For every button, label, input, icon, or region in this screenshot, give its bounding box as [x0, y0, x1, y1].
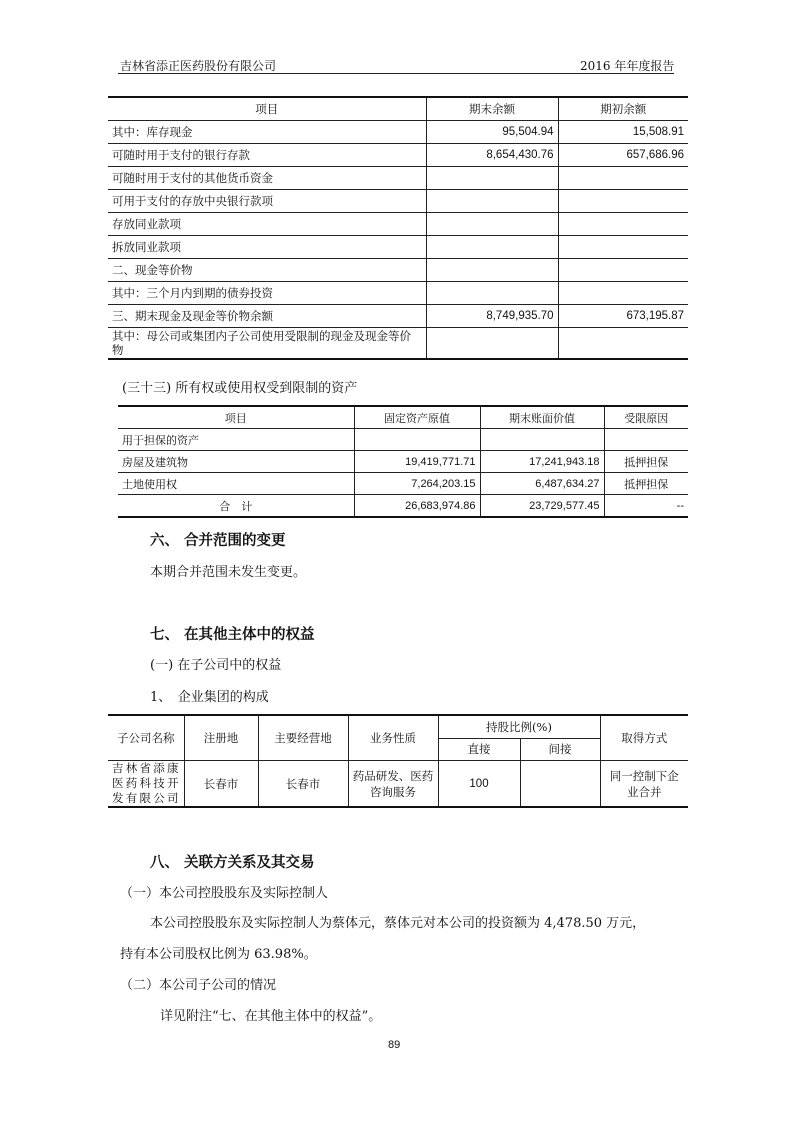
section-7-title: 七、 在其他主体中的权益	[150, 627, 315, 643]
section-8-paragraph: 持有本公司股权比例为 63.98%。	[120, 947, 317, 962]
restricted-assets-table	[118, 405, 688, 518]
original-value: 19,419,771.71	[354, 451, 480, 473]
row-label: 土地使用权	[118, 473, 354, 495]
table-row	[108, 282, 688, 305]
cash-table	[108, 96, 688, 360]
table-row	[108, 144, 688, 167]
column-header: 间接	[520, 738, 600, 761]
opening-balance	[558, 259, 688, 282]
business-nature: 药品研发、医药咨询服务	[348, 761, 438, 808]
row-label: 可随时用于支付的其他货币资金	[108, 167, 426, 190]
table-row	[108, 121, 688, 144]
column-header: 项目	[108, 97, 426, 121]
original-value: 26,683,974.86	[354, 495, 480, 518]
column-header: 期末余额	[426, 97, 558, 121]
closing-balance	[426, 236, 558, 259]
column-header: 直接	[438, 738, 520, 761]
section-7-item-title: 1、 企业集团的构成	[150, 690, 269, 705]
column-header: 业务性质	[348, 715, 438, 761]
table-row	[118, 451, 688, 473]
section-7-subtitle: (一) 在子公司中的权益	[150, 658, 282, 673]
row-label: 可随时用于支付的银行存款	[108, 144, 426, 167]
opening-balance	[558, 167, 688, 190]
column-header: 取得方式	[600, 715, 688, 761]
page-number: 89	[388, 1039, 401, 1051]
restriction-reason	[604, 429, 688, 451]
table-row	[108, 213, 688, 236]
table-row	[108, 190, 688, 213]
row-label: 合 计	[118, 495, 354, 518]
opening-balance: 657,686.96	[558, 144, 688, 167]
original-value: 7,264,203.15	[354, 473, 480, 495]
row-label: 存放同业款项	[108, 213, 426, 236]
header-report: 2016 年年度报告	[580, 59, 675, 73]
opening-balance	[558, 282, 688, 305]
table-row	[108, 761, 688, 808]
opening-balance	[558, 236, 688, 259]
section-8-paragraph: 本公司控股股东及实际控制人为蔡体元，蔡体元对本公司的投资额为 4,478.50 万元，	[150, 916, 646, 931]
closing-balance	[426, 282, 558, 305]
closing-balance: 8,654,430.76	[426, 144, 558, 167]
column-header: 子公司名称	[108, 715, 184, 761]
restriction-reason: 抵押担保	[604, 473, 688, 495]
section-8-subtitle-2: （二）本公司子公司的情况	[120, 978, 277, 993]
row-label: 拆放同业款项	[108, 236, 426, 259]
column-header: 注册地	[184, 715, 258, 761]
section-8-subtitle-1: （一）本公司控股股东及实际控制人	[120, 886, 329, 901]
table-row	[108, 305, 688, 328]
subsidiary-name: 吉林省添康医药科技开发有限公司	[108, 761, 184, 808]
closing-balance	[426, 167, 558, 190]
restriction-reason: --	[604, 495, 688, 518]
book-value: 6,487,634.27	[480, 473, 604, 495]
table-row	[118, 429, 688, 451]
closing-balance	[426, 328, 558, 360]
closing-balance: 8,749,935.70	[426, 305, 558, 328]
table-total-row	[118, 495, 688, 518]
restriction-reason: 抵押担保	[604, 451, 688, 473]
section-6-title: 六、 合并范围的变更	[150, 533, 286, 549]
table-row	[108, 259, 688, 282]
header-company: 吉林省添正医药股份有限公司	[120, 59, 277, 73]
registered-place: 长春市	[184, 761, 258, 808]
table-header-row	[108, 715, 688, 738]
row-label: 其中：三个月内到期的债券投资	[108, 282, 426, 305]
main-place: 长春市	[258, 761, 348, 808]
closing-balance	[426, 190, 558, 213]
column-header: 持股比例(%)	[438, 715, 600, 738]
row-label: 二、现金等价物	[108, 259, 426, 282]
opening-balance: 673,195.87	[558, 305, 688, 328]
table-row	[108, 328, 688, 360]
original-value	[354, 429, 480, 451]
section-8-paragraph: 详见附注“七、在其他主体中的权益”。	[160, 1009, 382, 1024]
row-label: 其中：库存现金	[108, 121, 426, 144]
opening-balance: 15,508.91	[558, 121, 688, 144]
column-header: 主要经营地	[258, 715, 348, 761]
section-8-title: 八、 关联方关系及其交易	[150, 855, 315, 871]
subsidiary-table	[108, 714, 688, 808]
opening-balance	[558, 328, 688, 360]
section-6-text: 本期合并范围未发生变更。	[150, 565, 307, 580]
book-value: 17,241,943.18	[480, 451, 604, 473]
row-label: 用于担保的资产	[118, 429, 354, 451]
column-header: 期末账面价值	[480, 406, 604, 429]
column-header: 受限原因	[604, 406, 688, 429]
column-header: 项目	[118, 406, 354, 429]
book-value	[480, 429, 604, 451]
book-value: 23,729,577.45	[480, 495, 604, 518]
column-header: 期初余额	[558, 97, 688, 121]
row-label: 房屋及建筑物	[118, 451, 354, 473]
header-divider	[118, 73, 674, 74]
direct-share: 100	[438, 761, 520, 808]
table-header-row	[108, 97, 688, 121]
table-header-row	[118, 406, 688, 429]
table-row	[108, 236, 688, 259]
restricted-assets-title: (三十三) 所有权或使用权受到限制的资产	[122, 381, 358, 396]
row-label: 其中：母公司或集团内子公司使用受限制的现金及现金等价物	[108, 328, 426, 360]
row-label: 可用于支付的存放中央银行款项	[108, 190, 426, 213]
closing-balance	[426, 259, 558, 282]
table-row	[118, 473, 688, 495]
indirect-share	[520, 761, 600, 808]
table-row	[108, 167, 688, 190]
closing-balance	[426, 213, 558, 236]
opening-balance	[558, 213, 688, 236]
opening-balance	[558, 190, 688, 213]
row-label: 三、期末现金及现金等价物余额	[108, 305, 426, 328]
closing-balance: 95,504.94	[426, 121, 558, 144]
column-header: 固定资产原值	[354, 406, 480, 429]
acquisition-method: 同一控制下企业合并	[600, 761, 688, 808]
